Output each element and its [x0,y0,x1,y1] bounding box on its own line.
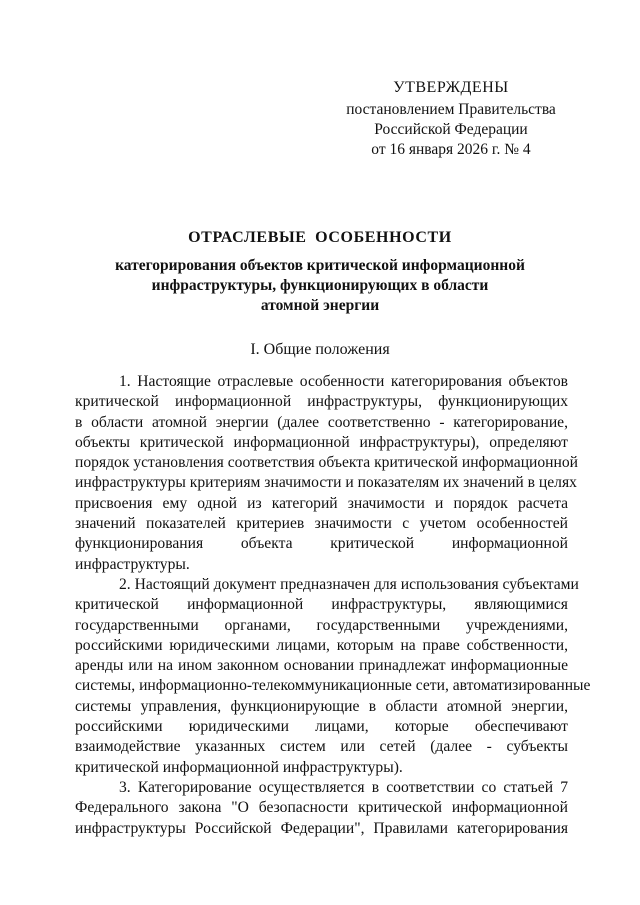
title-subtitle-line: категорирования объектов критической информационной [115,257,525,274]
paragraph-line: объекты критической информационной инфраструктуры), определяют [75,433,568,451]
paragraph-line: функционирования объекта критической информационной [75,535,568,553]
paragraph [75,575,591,778]
paragraph-line: присвоения ему одной из категорий значимости и порядок расчета [75,494,568,512]
paragraph-line: взаимодействие указанных систем или сетей (далее - субъекты [75,738,568,756]
paragraph-line: в области атомной энергии (далее соответственно - категорирование, [75,413,568,431]
paragraph-line: инфраструктуры критериям значимости и показателям их значений в целях [75,474,577,492]
paragraph [75,372,579,575]
approval-line: Российской Федерации [374,121,528,138]
paragraph-line: государственными органами, государственными учреждениями, [75,616,568,634]
title-main: ОТРАСЛЕВЫЕ ОСОБЕННОСТИ [188,229,452,246]
approval-heading: УТВЕРЖДЕНЫ [393,79,509,96]
paragraph-line: инфраструктуры. [75,555,190,573]
approval-date: от 16 января 2026 г. № 4 [371,141,531,158]
title-subtitle-line: атомной энергии [260,297,380,314]
paragraph-line: 3. Категорирование осуществляется в соответствии со статьей 7 [119,778,568,796]
section-heading: I. Общие положения [250,341,390,358]
paragraph-line: системы, информационно-телекоммуникационные сети, автоматизированные [75,677,591,695]
paragraph-line: критической информационной инфраструктуры, функционирующих [75,393,568,411]
title-subtitle-line: инфраструктуры, функционирующих в области [151,277,489,294]
paragraph-line: системы управления, функционирующие в области атомной энергии, [75,697,568,715]
paragraph-line: аренды или на ином законном основании принадлежат информационные [75,657,568,675]
paragraph-line: критической информационной инфраструктуры). [75,758,403,776]
paragraph-line: российскими юридическими лицами, которым на праве собственности, [75,636,568,654]
approval-stamp [338,78,564,160]
document-body [75,372,591,839]
paragraph-line: 2. Настоящий документ предназначен для использования субъектами [119,575,579,593]
paragraph-line: критической информационной инфраструктуры, являющимися [75,596,568,614]
paragraph-line: порядок установления соответствия объекта критической информационной [75,454,579,472]
paragraph-line: российскими юридическими лицами, которые обеспечивают [75,718,568,736]
paragraph-line: значений показателей критериев значимости с учетом особенностей [75,515,568,533]
document-title [60,228,580,316]
paragraph [75,778,568,839]
approval-line: постановлением Правительства [346,101,556,118]
paragraph-line: Федерального закона "О безопасности критической информационной [75,799,568,817]
paragraph-line: 1. Настоящие отраслевые особенности категорирования объектов [119,373,568,390]
paragraph-line: инфраструктуры Российской Федерации", Правилами категорирования [75,819,568,837]
